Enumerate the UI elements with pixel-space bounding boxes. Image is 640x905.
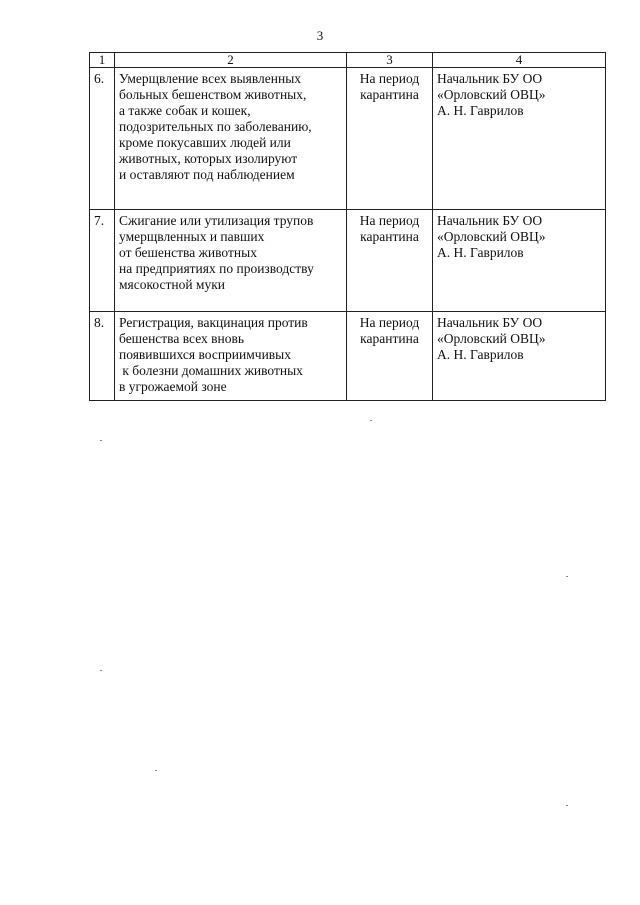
table-row <box>90 312 606 401</box>
description-line: а также собак и кошек, <box>119 103 251 118</box>
term-line: карантина <box>360 229 419 244</box>
description-line: мясокостной муки <box>119 277 225 292</box>
term-line: карантина <box>360 331 419 346</box>
description-line: больных бешенством животных, <box>119 87 307 102</box>
description-line: животных, которых изолируют <box>119 151 298 166</box>
description-line: в угрожаемой зоне <box>119 379 227 394</box>
row-number: 6. <box>90 68 115 210</box>
description-line: Умерщвление всех выявленных <box>119 71 302 86</box>
responsible-line: Начальник БУ ОО <box>437 213 543 228</box>
term-line: На период <box>359 71 420 86</box>
description-line: и оставляют под наблюдением <box>119 167 295 182</box>
page-number: 3 <box>316 28 324 43</box>
responsible-person <box>433 312 606 401</box>
scan-speck <box>100 670 102 671</box>
responsible-line: «Орловский ОВЦ» <box>437 331 546 346</box>
column-header: 2 <box>115 53 347 68</box>
row-number: 8. <box>90 312 115 401</box>
description-line: умерщвленных и павших <box>119 229 265 244</box>
column-header: 3 <box>347 53 433 68</box>
responsible-person <box>433 210 606 312</box>
measure-term <box>347 312 433 401</box>
description-line: Регистрация, вакцинация против <box>119 315 308 330</box>
description-line: бешенства всех вновь <box>119 331 245 346</box>
table-row <box>90 68 606 210</box>
scan-speck <box>155 770 157 771</box>
column-header: 4 <box>433 53 606 68</box>
responsible-line: А. Н. Гаврилов <box>437 347 524 362</box>
description-line: появившихся восприимчивых <box>119 347 291 362</box>
description-line: Сжигание или утилизация трупов <box>119 213 314 228</box>
term-line: На период <box>359 315 420 330</box>
measure-term <box>347 68 433 210</box>
responsible-line: А. Н. Гаврилов <box>437 103 524 118</box>
responsible-line: Начальник БУ ОО <box>437 71 543 86</box>
term-line: На период <box>359 213 420 228</box>
responsible-line: «Орловский ОВЦ» <box>437 229 546 244</box>
responsible-person <box>433 68 606 210</box>
description-line: от бешенства животных <box>119 245 257 260</box>
description-line: подозрительных по заболеванию, <box>119 119 312 134</box>
measure-description <box>115 68 347 210</box>
column-header: 1 <box>90 53 115 68</box>
measure-description <box>115 210 347 312</box>
term-line: карантина <box>360 87 419 102</box>
description-line: на предприятиях по производству <box>119 261 314 276</box>
responsible-line: «Орловский ОВЦ» <box>437 87 546 102</box>
measures-table <box>89 52 606 401</box>
description-line: к болезни домашних животных <box>119 363 303 378</box>
measure-description <box>115 312 347 401</box>
responsible-line: Начальник БУ ОО <box>437 315 543 330</box>
scan-speck <box>100 440 102 441</box>
measure-term <box>347 210 433 312</box>
row-number: 7. <box>90 210 115 312</box>
scan-speck <box>370 420 372 421</box>
description-line: кроме покусавших людей или <box>119 135 291 150</box>
scan-speck <box>566 576 568 577</box>
table-header-row <box>90 53 606 68</box>
responsible-line: А. Н. Гаврилов <box>437 245 524 260</box>
scan-speck <box>566 805 568 806</box>
table-row <box>90 210 606 312</box>
